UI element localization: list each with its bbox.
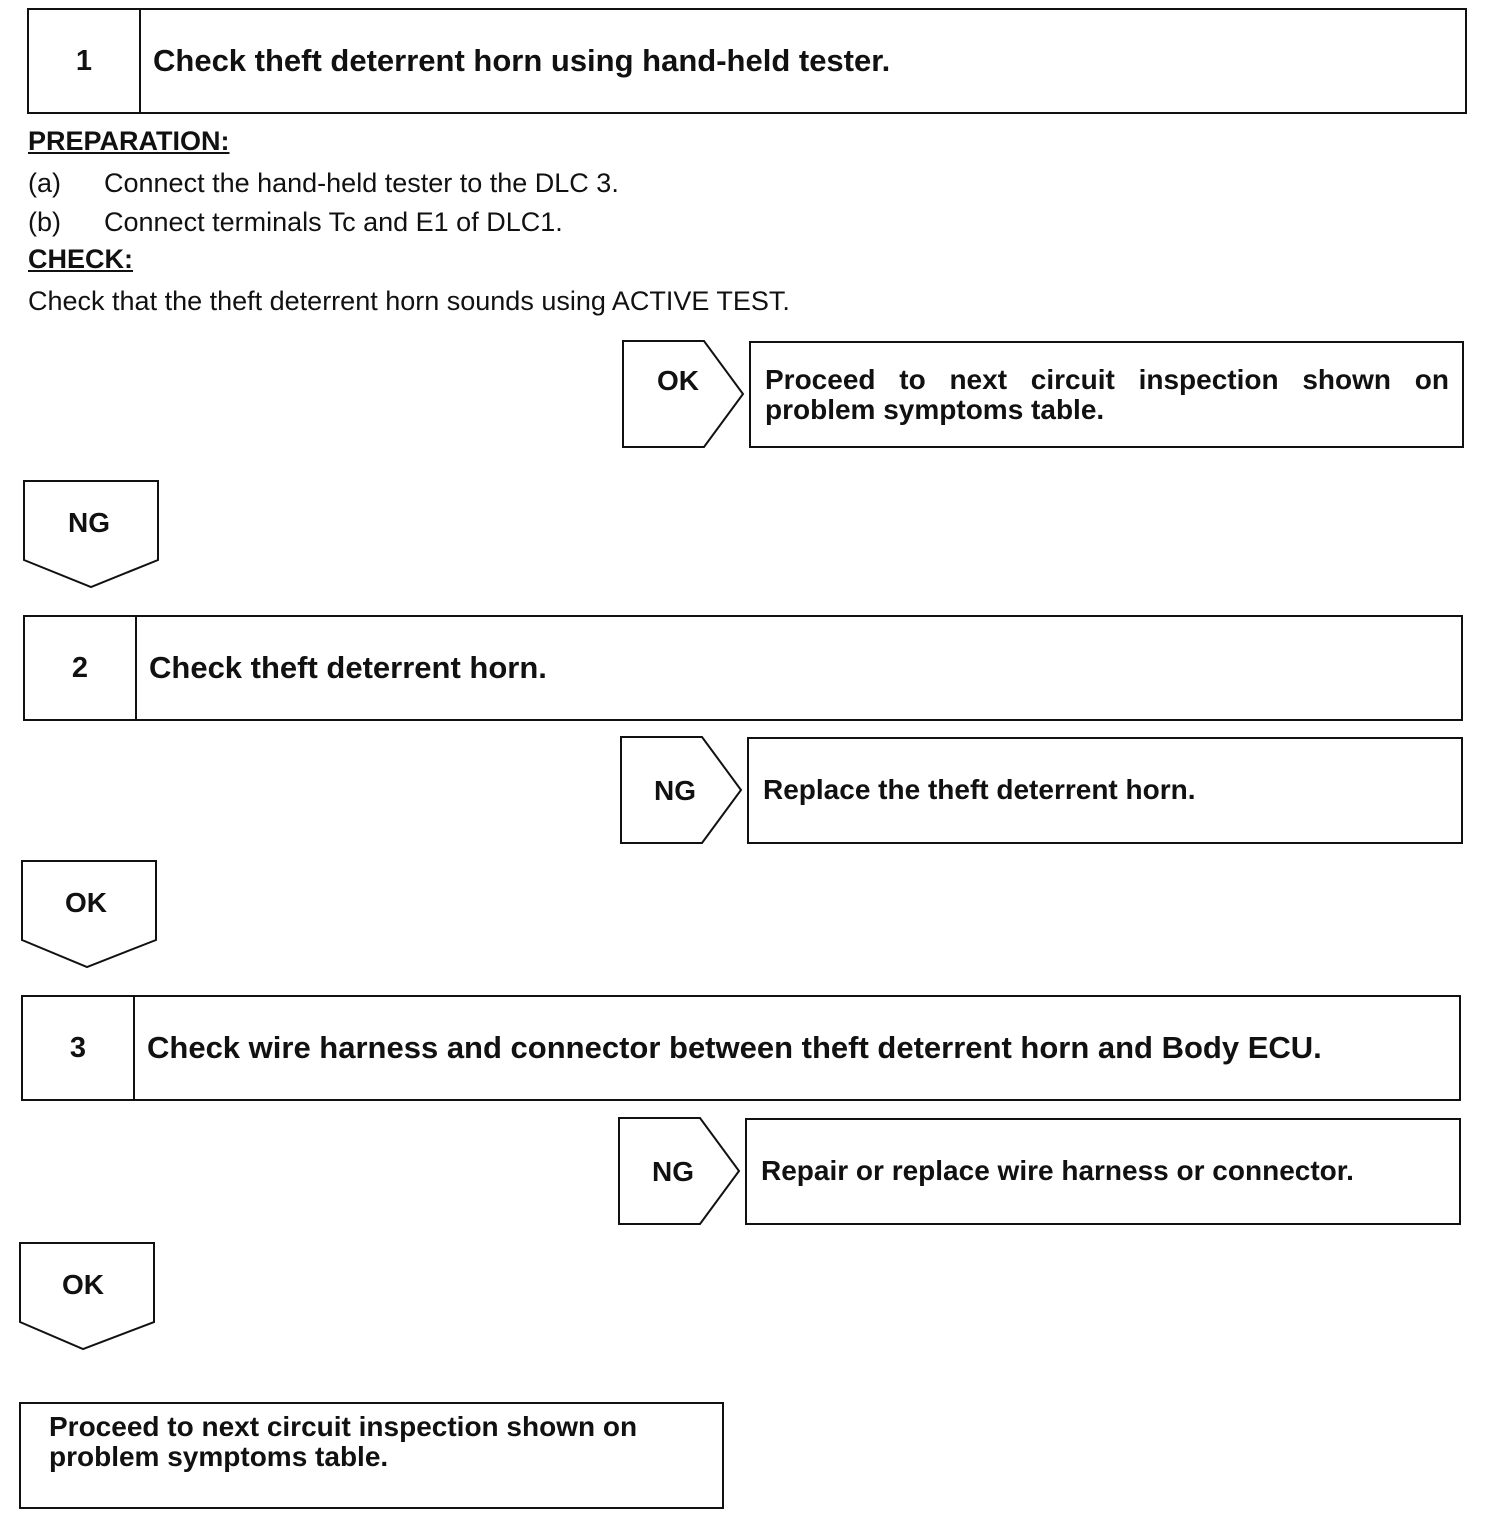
branch-1-arrow (622, 340, 746, 450)
branch-2-arrow (620, 736, 744, 846)
step-1-box (27, 8, 1467, 114)
prep-item-a-marker: (a) (28, 168, 61, 198)
prep-item-a-text: Connect the hand-held tester to the DLC 3. (104, 168, 619, 198)
down-arrow-2 (21, 860, 159, 972)
step-2-title: Check theft deterrent horn. (149, 650, 547, 685)
step-3-box (21, 995, 1461, 1101)
branch-3-label: NG (652, 1156, 694, 1187)
check-text: Check that the theft deterrent horn sounds using ACTIVE TEST. (28, 286, 790, 316)
step-1-title: Check theft deterrent horn using hand-held tester. (153, 43, 891, 78)
down-arrow-3-label: OK (62, 1269, 104, 1300)
branch-1-label: OK (657, 365, 699, 396)
step-2-box (23, 615, 1463, 721)
branch-2-label: NG (654, 775, 696, 806)
prep-item-b-text: Connect terminals Tc and E1 of DLC1. (104, 207, 563, 237)
final-result-box: Proceed to next circuit inspection shown on problem symptoms table. (19, 1402, 724, 1509)
branch-3-arrow (618, 1117, 742, 1227)
down-arrow-3 (19, 1242, 157, 1354)
check-header: CHECK: (28, 244, 133, 274)
step-1-number: 1 (29, 10, 141, 112)
branch-1-result: Proceed to next circuit inspection shown on problem symptoms table. (749, 341, 1464, 448)
down-arrow-1-label: NG (68, 507, 110, 538)
branch-2-result: Replace the theft deterrent horn. (747, 737, 1463, 844)
step-3-number: 3 (23, 997, 135, 1099)
down-arrow-2-label: OK (65, 887, 107, 918)
prep-item-b-marker: (b) (28, 207, 61, 237)
branch-3-result: Repair or replace wire harness or connector. (745, 1118, 1461, 1225)
preparation-header: PREPARATION: (28, 126, 230, 156)
down-arrow-1 (23, 480, 161, 592)
step-3-title: Check wire harness and connector between theft deterrent horn and Body ECU. (147, 1030, 1322, 1065)
step-2-number: 2 (25, 617, 137, 719)
